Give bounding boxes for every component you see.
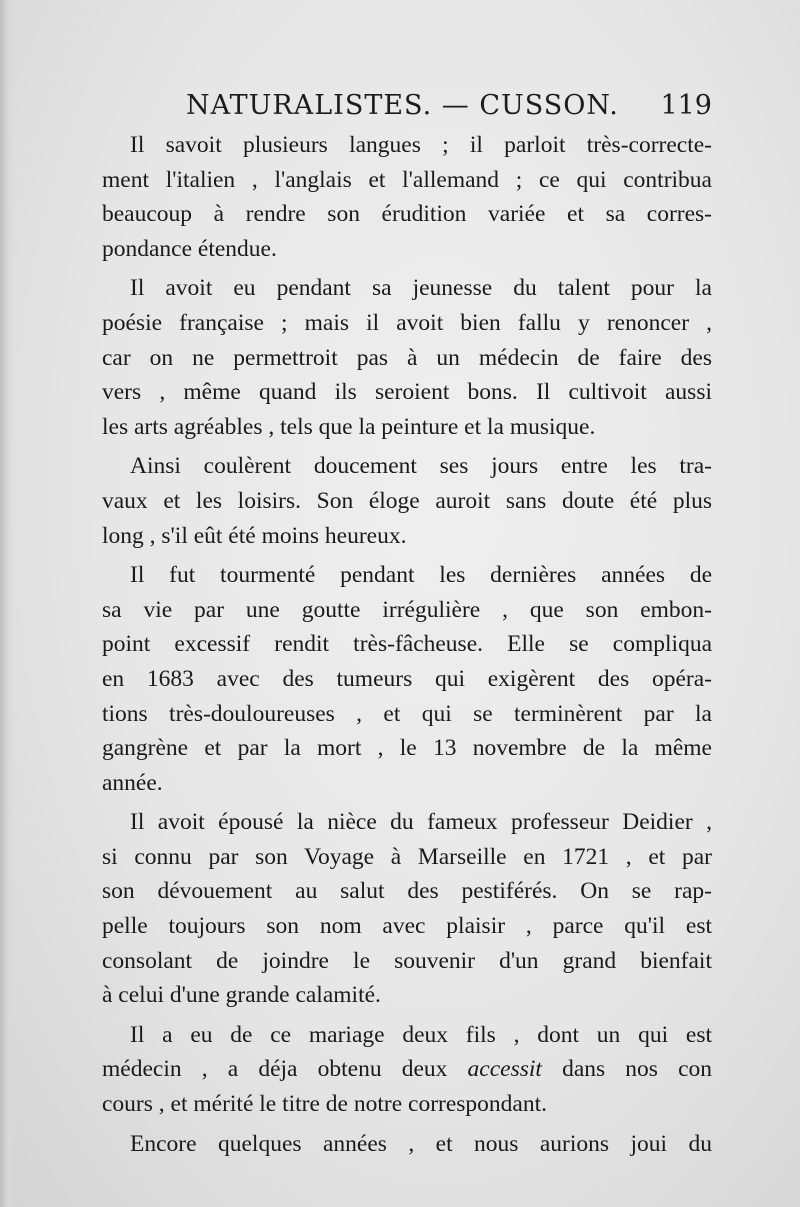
italic-term: accessit bbox=[467, 1056, 542, 1083]
paragraph bbox=[102, 805, 712, 1013]
text-line: pelle toujours son nom avec plaisir , parce qu'il est bbox=[102, 913, 712, 940]
paragraph bbox=[102, 128, 712, 266]
text-line: à celui d'une grande calamité. bbox=[102, 982, 381, 1009]
text-line: Il avoit épousé la nièce du fameux professeur Deidier , bbox=[130, 809, 712, 836]
paragraph bbox=[102, 449, 712, 553]
text-line: les arts agréables , tels que la peinture et la musique. bbox=[102, 413, 596, 440]
text-line: pondance étendue. bbox=[102, 235, 277, 262]
body-text bbox=[102, 128, 712, 1166]
text-line: point excessif rendit très-fâcheuse. Elle se compliqua bbox=[102, 631, 712, 658]
page-number: 119 bbox=[660, 90, 712, 121]
text-line: médecin , a déja obtenu deux accessit dans nos con bbox=[102, 1056, 712, 1083]
text-line: année. bbox=[102, 769, 163, 796]
paragraph bbox=[102, 271, 712, 444]
text-line: car on ne permettroit pas à un médecin de faire des bbox=[102, 344, 712, 371]
text-line: Ainsi coulèrent doucement ses jours entre les tra- bbox=[130, 453, 712, 480]
text-line: en 1683 avec des tumeurs qui exigèrent des opéra- bbox=[102, 665, 712, 692]
paragraph bbox=[102, 1018, 712, 1122]
text-line: Il savoit plusieurs langues ; il parloit très-correcte- bbox=[130, 132, 712, 158]
page-header bbox=[186, 88, 712, 128]
text-line: gangrène et par la mort , le 13 novembre de la même bbox=[102, 735, 712, 762]
text-line: tions très-douloureuses , et qui se terminèrent par la bbox=[102, 700, 712, 727]
text-line: beaucoup à rendre son érudition variée et sa corres- bbox=[102, 201, 712, 228]
text-line: Encore quelques années , et nous aurions joui du bbox=[130, 1130, 712, 1157]
text-line: poésie française ; mais il avoit bien fallu y renoncer , bbox=[102, 309, 712, 336]
page-gutter-shadow bbox=[0, 0, 14, 1207]
text-line: sa vie par une goutte irrégulière , que son embon- bbox=[102, 596, 712, 623]
text-line: Il a eu de ce mariage deux fils , dont un qui est bbox=[130, 1021, 712, 1048]
text-line: Il fut tourmenté pendant les dernières années de bbox=[130, 562, 712, 589]
paragraph bbox=[102, 1127, 712, 1162]
text-line: consolant de joindre le souvenir d'un grand bienfait bbox=[102, 947, 712, 974]
running-title: NATURALISTES. — CUSSON. bbox=[186, 90, 619, 121]
text-line: long , s'il eût été moins heureux. bbox=[102, 522, 407, 549]
text-line: vers , même quand ils seroient bons. Il cultivoit aussi bbox=[102, 379, 712, 406]
text-line: vaux et les loisirs. Son éloge auroit sans doute été plus bbox=[102, 487, 712, 514]
text-line: ment l'italien , l'anglais et l'allemand ; ce qui contribua bbox=[102, 166, 712, 193]
paragraph bbox=[102, 558, 712, 800]
text-line: Il avoit eu pendant sa jeunesse du talent pour la bbox=[130, 275, 712, 302]
text-line: si connu par son Voyage à Marseille en 1721 , et par bbox=[102, 843, 712, 870]
text-line: son dévouement au salut des pestiférés. On se rap- bbox=[102, 878, 712, 905]
text-line: cours , et mérité le titre de notre correspondant. bbox=[102, 1091, 548, 1118]
